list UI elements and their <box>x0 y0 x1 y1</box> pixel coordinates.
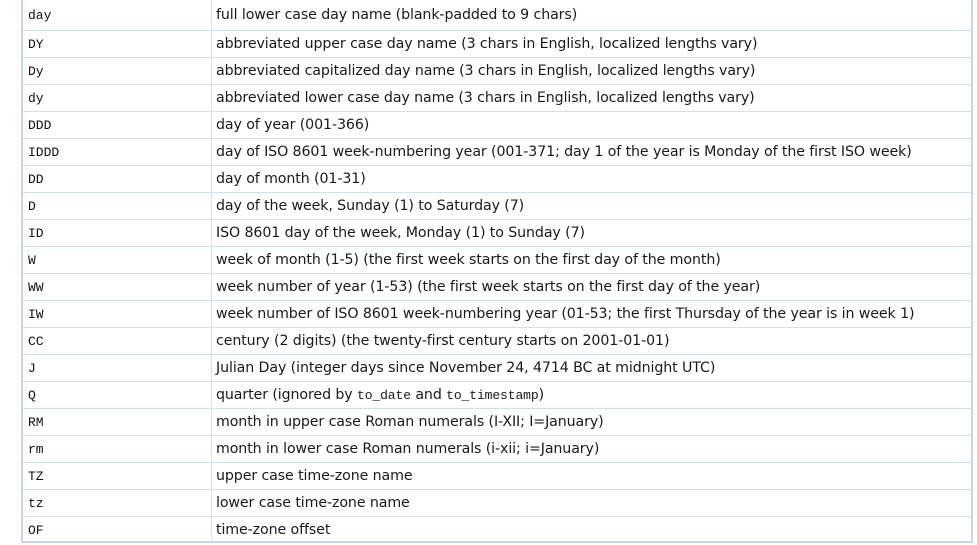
pattern-cell: dy <box>23 85 212 112</box>
description-cell: time-zone offset <box>216 522 331 538</box>
table-row <box>23 220 971 247</box>
pattern-cell: DDD <box>23 112 212 139</box>
pattern-cell: CC <box>23 328 212 355</box>
table-row <box>23 112 971 139</box>
table-row <box>23 355 971 382</box>
table-row <box>23 85 971 112</box>
table-row <box>23 409 971 436</box>
pattern-cell: IDDD <box>23 139 212 166</box>
pattern-cell: WW <box>23 274 212 301</box>
pattern-cell: Q <box>23 382 212 409</box>
pattern-cell: DD <box>23 166 212 193</box>
pattern-cell: IW <box>23 301 212 328</box>
function-name-code: to_timestamp <box>446 388 539 403</box>
description-cell: week number of ISO 8601 week-numbering year (01-53; the first Thursday of the year is in week 1) <box>212 301 972 328</box>
pattern-cell: D <box>23 193 212 220</box>
description-cell: day of month (01-31) <box>212 166 972 193</box>
pattern-cell: J <box>23 355 212 382</box>
table-row <box>23 490 971 517</box>
description-cell: month in upper case Roman numerals (I-XII; I=January) <box>212 409 972 436</box>
datetime-pattern-table-container <box>21 0 973 543</box>
description-text: ) <box>538 387 544 403</box>
pattern-cell: Dy <box>23 58 212 85</box>
table-row <box>23 382 971 409</box>
description-cell: abbreviated capitalized day name (3 chars in English, localized lengths vary) <box>212 58 972 85</box>
description-cell <box>212 382 972 409</box>
description-cell: century (2 digits) (the twenty-first century starts on 2001-01-01) <box>212 328 972 355</box>
description-cell: week of month (1-5) (the first week starts on the first day of the month) <box>212 247 972 274</box>
pattern-cell: RM <box>23 409 212 436</box>
pattern-cell: OF <box>23 517 212 544</box>
table-row <box>23 166 971 193</box>
pattern-cell: DY <box>23 31 212 58</box>
table-row <box>23 58 971 85</box>
description-cell: upper case time-zone name <box>212 463 972 490</box>
table-row <box>23 328 971 355</box>
pattern-cell: ID <box>23 220 212 247</box>
description-cell: Julian Day (integer days since November 24, 4714 BC at midnight UTC) <box>212 355 972 382</box>
table-row <box>23 517 971 544</box>
description-cell: month in lower case Roman numerals (i-xii; i=January) <box>212 436 972 463</box>
pattern-cell: W <box>23 247 212 274</box>
description-cell: week number of year (1-53) (the first week starts on the first day of the year) <box>212 274 972 301</box>
pattern-cell: tz <box>23 490 212 517</box>
pattern-cell: day <box>23 0 212 31</box>
description-text: and <box>410 387 447 403</box>
description-cell: day of the week, Sunday (1) to Saturday (7) <box>212 193 972 220</box>
table-row <box>23 247 971 274</box>
pattern-cell: rm <box>23 436 212 463</box>
table-row <box>23 193 971 220</box>
description-cell: day of ISO 8601 week-numbering year (001-371; day 1 of the year is Monday of the first ISO week) <box>212 139 972 166</box>
description-cell: full lower case day name (blank-padded to 9 chars) <box>212 0 972 31</box>
table-row <box>23 139 971 166</box>
table-row <box>23 0 971 31</box>
table-row <box>23 301 971 328</box>
table-row <box>23 31 971 58</box>
pattern-cell: TZ <box>23 463 212 490</box>
description-cell: day of year (001-366) <box>212 112 972 139</box>
description-cell: abbreviated lower case day name (3 chars in English, localized lengths vary) <box>212 85 972 112</box>
table-row <box>23 463 971 490</box>
description-text: quarter (ignored by <box>216 387 357 403</box>
table-row <box>23 436 971 463</box>
datetime-pattern-table <box>23 0 971 543</box>
table-row <box>23 274 971 301</box>
description-cell: abbreviated upper case day name (3 chars in English, localized lengths vary) <box>212 31 972 58</box>
description-cell: ISO 8601 day of the week, Monday (1) to Sunday (7) <box>212 220 972 247</box>
function-name-code: to_date <box>357 388 411 403</box>
description-cell: lower case time-zone name <box>212 490 972 517</box>
